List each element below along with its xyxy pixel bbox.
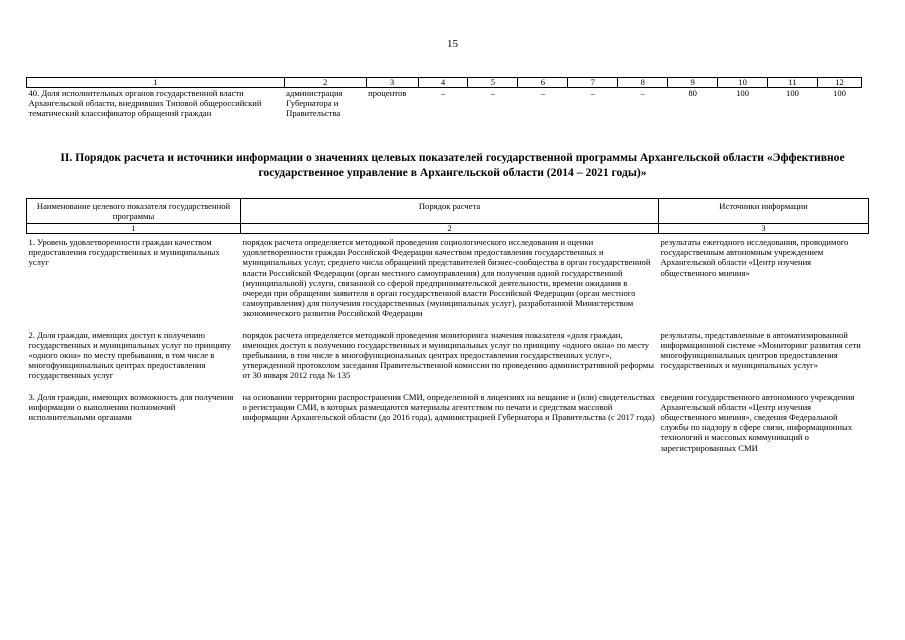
row-spacer: [27, 319, 869, 327]
page-number: 15: [447, 38, 458, 50]
main-table: [26, 198, 869, 453]
section-title: II. Порядок расчета и источники информации о значениях целевых показателей государственной программы Архангельской области «Эффективное государственное управление в Архангельской области (2014 – 2021 годы)»: [60, 151, 845, 179]
column-number: 9: [668, 78, 718, 88]
indicator-value: 100: [736, 88, 749, 98]
column-number: 1: [27, 224, 241, 234]
indicator-value: 100: [786, 88, 799, 98]
information-source: сведения государственного автономного учреждения Архангельской области «Центр изучения общественного мнения», сведения Федеральной службы по надзору в сфере связи, информационных технологий и массовых коммуникаций о зарегистрированных СМИ: [660, 391, 855, 453]
table-row: [27, 327, 869, 381]
indicator-value: –: [490, 88, 496, 98]
indicator-name: 3. Доля граждан, имеющих возможность для получения информации о выполнении полномочий исполнительными органами: [28, 391, 234, 423]
main-table-header: [27, 199, 869, 224]
indicator-name: 1. Уровень удовлетворенности граждан качеством предоставления государственных и муниципальных услуг: [28, 237, 220, 268]
indicator-value: –: [640, 88, 645, 98]
information-source: результаты, представленные в автоматизированной информационной системе «Мониторинг развития сети многофункциональных центров предоставления государственных и муниципальных услуг»: [660, 329, 861, 371]
indicator-name: 2. Доля граждан, имеющих доступ к получению государственных и муниципальных услуг по принципу «одного окна» по месту пребывания, в том числе в многофункциональных центрах предоставления государственных услуг: [28, 329, 232, 381]
indicator-value: –: [440, 88, 446, 98]
indicator-value: –: [590, 88, 595, 98]
header-information-sources: Источники информации: [659, 199, 869, 224]
column-number: 3: [366, 78, 418, 88]
indicator-unit: процентов: [368, 88, 407, 98]
column-number: 1: [27, 78, 285, 88]
column-number: 2: [241, 224, 659, 234]
indicator-value: 100: [833, 88, 846, 98]
indicator-executor: администрация Губернатора и Правительства: [286, 88, 343, 119]
table-row: [27, 88, 862, 119]
indicator-name: 40. Доля исполнительных органов государственной власти Архангельской области, внедривших Типовой общероссийский тематический классификатор обращений граждан: [28, 88, 262, 119]
calculation-method: на основании территории распространения СМИ, определенной в лицензиях на вещание и (или) свидетельствах о регистрации СМИ, в которых размещаются материалы агентством по печати и средствам массовой информации Архангельской области (до 2016 года), администрацией Губернатора и Правительства (с 2017 года): [242, 391, 656, 423]
column-number: 2: [284, 78, 366, 88]
calculation-method: порядок расчета определяется методикой проведения социологического исследования и оценки удовлетворенности граждан Российской Федерации качеством предоставления государственных и муниципальных услуг, среднего числа обращений представителей бизнес-сообщества в орган государственной власти Российской Федерации (орган местного самоуправления) для получения одной государственной (муниципальной) услуги, связанной со сферой предпринимательской деятельности, времени ожидания в очереди при обращении заявителя в орган государственной власти Российской Федерации (орган местного самоуправления) для получения государственных (муниципальных услуг), разработанной Министерством экономического развития Российской Федерации: [242, 237, 651, 319]
header-indicator-name: Наименование целевого показателя государственной программы: [27, 199, 241, 224]
column-number: 12: [817, 78, 861, 88]
header-calculation-method: Порядок расчета: [241, 199, 659, 224]
row-spacer: [27, 381, 869, 389]
indicator-value: 80: [688, 88, 697, 98]
table-row: [27, 234, 869, 319]
column-number: 8: [618, 78, 668, 88]
table-row: [27, 389, 869, 453]
column-number: 7: [568, 78, 618, 88]
column-number: 4: [418, 78, 468, 88]
information-source: результаты ежегодного исследования, проводимого государственным автономным учреждением Архангельской области «Центр изучения общественного мнения»: [660, 237, 849, 278]
calculation-method: порядок расчета определяется методикой проведения мониторинга значения показателя «доля граждан, имеющих доступ к получению государственных и муниципальных услуг по принципу «одного окна» по месту пребывания, в том числе в многофункциональных центрах предоставления государственных услуг», утвержденной протоколом заседания Правительственной комиссии по проведению административной реформы от 30 января 2012 года № 135: [242, 329, 654, 381]
indicator-value: –: [540, 88, 546, 98]
column-number: 10: [718, 78, 768, 88]
column-number: 11: [768, 78, 818, 88]
column-number: 3: [659, 224, 869, 234]
column-number: 6: [518, 78, 568, 88]
top-table: [26, 77, 862, 119]
top-table-column-numbers: [27, 78, 862, 88]
column-number: 5: [468, 78, 518, 88]
main-table-column-numbers: [27, 224, 869, 234]
